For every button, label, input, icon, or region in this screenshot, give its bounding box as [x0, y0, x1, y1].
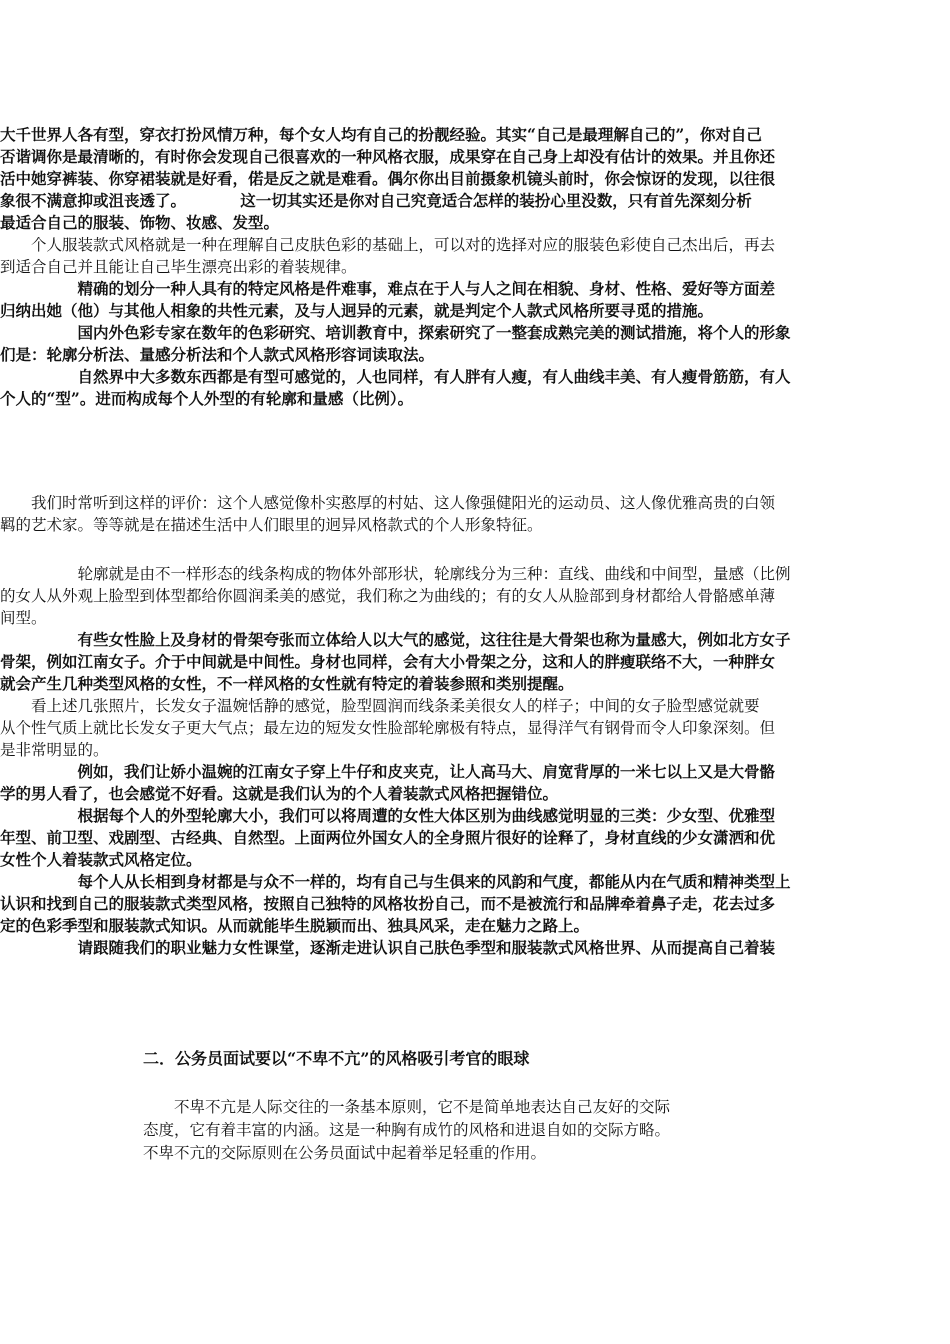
text-line: 归纳出她（他）与其他人相象的共性元素，及与人迥异的元素，就是判定个人款式风格所要寻觅的措施。 [0, 301, 714, 320]
text-line: 就会产生几种类型风格的女性，不一样风格的女性就有特定的着装参照和类别提醒。 [0, 674, 574, 693]
text-line: 否谐调你是最清晰的，有时你会发现自己很喜欢的一种风格衣服，成果穿在自己身上却没有估计的效果。并且你还 [0, 147, 776, 166]
paragraph-group-contour [0, 563, 950, 959]
text-line: 的女人从外观上脸型到体型都给你圆润柔美的感觉，我们称之为曲线的；有的女人从脸部到身材都给人骨骼感单薄 [0, 587, 776, 605]
text-line: 女性个人着装款式风格定位。 [0, 850, 202, 869]
text-line: 活中她穿裤装、你穿裙装就是好看，偌是反之就是难看。偶尔你出目前摄象机镜头前时，你会惊讶的发现，以往很 [0, 169, 776, 188]
text-line: 国内外色彩专家在数年的色彩研究、培训教育中，探索研究了一整套成熟完美的测试措施，将个人的形象 [0, 323, 791, 342]
text-line: 从个性气质上就比长发女子更大气点；最左边的短发女性脸部轮廓极有特点，显得洋气有钢骨而令人印象深刻。但 [0, 719, 776, 737]
text-line: 大千世界人各有型，穿衣打扮风情万种，每个女人均有自己的扮靓经验。其实“自己是最理解自己的”，你对自己 [0, 125, 762, 144]
text-line: 个人服装款式风格就是一种在理解自己皮肤色彩的基础上，可以对的选择对应的服装色彩使自己杰出后，再去 [0, 236, 776, 254]
text-line: 请跟随我们的职业魅力女性课堂，逐渐走进认识自己肤色季型和服装款式风格世界、从而提高自己着装 [0, 938, 776, 957]
text-line: 是非常明显的。 [0, 741, 109, 759]
text-line: 间型。 [0, 609, 47, 627]
paragraph-group-interview [143, 1096, 803, 1165]
text-line: 最适合自己的服装、饰物、妆感、发型。 [0, 213, 280, 232]
text-line: 自然界中大多数东西都是有型可感觉的，人也同样，有人胖有人瘦，有人曲线丰美、有人瘦骨筋筋，有人 [0, 367, 791, 386]
text-line: 学的男人看了，也会感觉不好看。这就是我们认为的个人着装款式风格把握错位。 [0, 784, 559, 803]
paragraph-group-intro [0, 124, 950, 410]
text-line: 认识和找到自己的服装款式类型风格，按照自己独特的风格妆扮自己，而不是被流行和品牌牵着鼻子走，花去过多 [0, 894, 776, 913]
text-line: 象很不满意抑或沮丧透了。 这一切其实还是你对自己究竟适合怎样的装扮心里没数，只有首先深刻分析 [0, 191, 752, 210]
text-line: 到适合自己并且能让自己毕生漂亮出彩的着装规律。 [0, 258, 357, 276]
text-line: 精确的划分一种人具有的特定风格是件难事，难点在于人与人之间在相貌、身材、性格、爱好等方面差 [0, 279, 776, 298]
text-line: 个人的“型”。进而构成每个人外型的有轮廓和量感（比例）。 [0, 389, 414, 408]
text-line: 羁的艺术家。等等就是在描述生活中人们眼里的迥异风格款式的个人形象特征。 [0, 516, 543, 534]
text-line: 例如，我们让娇小温婉的江南女子穿上牛仔和皮夹克，让人高马大、肩宽背厚的一米七以上又是大骨骼 [0, 762, 776, 781]
text-line: 我们时常听到这样的评价：这个人感觉像朴实憨厚的村姑、这人像强健阳光的运动员、这人像优雅高贵的白领 [0, 494, 776, 512]
text-line: 态度，它有着丰富的内涵。这是一种胸有成竹的风格和进退自如的交际方略。 [143, 1121, 671, 1139]
text-line: 年型、前卫型、戏剧型、古经典、自然型。上面两位外国女人的全身照片很好的诠释了，身材直线的少女潇洒和优 [0, 828, 776, 847]
paragraph-group-evaluation [0, 492, 950, 536]
text-line: 不卑不亢是人际交往的一条基本原则，它不是简单地表达自己友好的交际 [143, 1098, 671, 1116]
text-line: 根据每个人的外型轮廓大小，我们可以将周遭的女性大体区别为曲线感觉明显的三类：少女型、优雅型 [0, 806, 776, 825]
text-line: 轮廓就是由不一样形态的线条构成的物体外部形状，轮廓线分为三种：直线、曲线和中间型，量感（比例 [0, 565, 791, 583]
text-line: 不卑不亢的交际原则在公务员面试中起着举足轻重的作用。 [143, 1144, 547, 1162]
text-line: 有些女性脸上及身材的骨架夸张而立体给人以大气的感觉，这往往是大骨架也称为量感大，例如北方女子 [0, 630, 791, 649]
text-line: 看上述几张照片，长发女子温婉恬静的感觉，脸型圆润而线条柔美很女人的样子；中间的女子脸型感觉就要 [0, 697, 760, 715]
text-line: 骨架，例如江南女子。介于中间就是中间性。身材也同样，会有大小骨架之分，这和人的胖瘦联络不大，一种胖女 [0, 652, 776, 671]
text-line: 定的色彩季型和服装款式知识。从而就能毕生脱颖而出、独具风采，走在魅力之路上。 [0, 916, 590, 935]
section-heading: 二．公务员面试要以“不卑不亢”的风格吸引考官的眼球 [143, 1049, 530, 1068]
text-line: 每个人从长相到身材都是与众不一样的，均有自己与生俱来的风韵和气度，都能从内在气质和精神类型上 [0, 872, 791, 891]
text-line: 们是：轮廓分析法、量感分析法和个人款式风格形容词读取法。 [0, 345, 435, 364]
